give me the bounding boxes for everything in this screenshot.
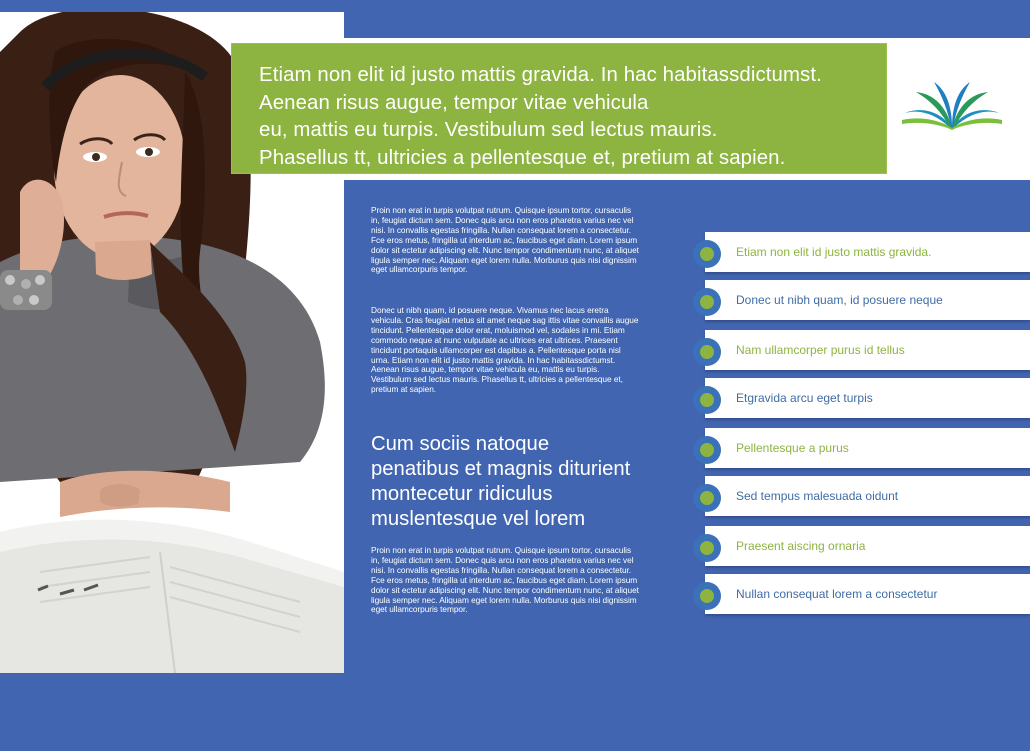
list-item [705, 476, 1030, 516]
subheading-line-1: Cum sociis natoque [371, 433, 550, 455]
open-book-logo-icon [900, 80, 1004, 132]
list-item [705, 574, 1030, 614]
headline-line-3: eu, mattis eu turpis. Vestibulum sed lectus mauris. [259, 119, 718, 141]
subheading-line-2: penatibus et magnis diturient [371, 458, 631, 480]
list-item [705, 378, 1030, 418]
article-paragraph-3: Proin non erat in turpis volutpat rutrum. Quisque ipsum tortor, cursaculis in, feugiat dictum sem. Donec quis arcu non eros pharetra varius nec vel nisi. In convallis egestas fringilla. Nullan consequat lorem a consectetur. Fce eros metus, fringilla ut interdum ac, faucibus eget diam. Lorem ipsum dolor sit ectetur adipiscing elit. Nunc tempor condimentum nunc, at aliquet ligula semper nec. Aliquam eget lorem nulla. Morburus quis nisi dignissim eget ullamcorpuris tempor. [371, 545, 639, 615]
list-item [705, 428, 1030, 468]
list-item [705, 280, 1030, 320]
subheading-line-4: muslentesque vel lorem [371, 508, 586, 530]
list-item-label: Etiam non elit id justo mattis gravida. [736, 245, 932, 259]
article-paragraph-2: Donec ut nibh quam, id posuere neque. Vivamus nec lacus eretra vehicula. Cras feugiat metus sit amet neque sag ittis vitae convallis augue tincidunt. Pellentesque dolor erat, moluismod vel, sodales in mi. Etiam commodo neque at nunc vulputate ac ultrices erat ultrices. Praesent tincidunt portaquis ullamcorper est dapibus a. Pellentesque porta nisl urna. Etiam non elit id justo mattis gravida. In hac habitassdictumst. Aenean risus augue, tempor vitae vehicula eu, mattis eu turpis. Vestibulum sed lectus mauris. Phasellus tt, ultricies a pellentesque et, pretium at sapien. [371, 305, 639, 395]
bullet-icon [693, 534, 721, 562]
subheading-line-3: montecetur ridiculus [371, 483, 553, 505]
bullet-icon [693, 288, 721, 316]
bullet-icon [693, 240, 721, 268]
bullet-icon [693, 338, 721, 366]
bullet-icon [693, 484, 721, 512]
headline-line-2: Aenean risus augue, tempor vitae vehicula [259, 91, 649, 114]
list-item-label: Pellentesque a purus [736, 441, 849, 455]
list-item-label: Donec ut nibh quam, id posuere neque [736, 293, 943, 307]
bullet-icon [693, 436, 721, 464]
article-paragraph-1: Proin non erat in turpis volutpat rutrum. Quisque ipsum tortor, cursaculis in, feugiat dictum sem. Donec quis arcu non eros pharetra varius nec vel nisi. In convallis egestas fringilla. Nullan consequat lorem a consectetur. Fce eros metus, fringilla ut interdum ac, faucibus eget diam. Lorem ipsum dolor sit ectetur adipiscing elit. Nunc tempor condimentum nunc, at aliquet ligula semper nec. Aliquam eget lorem nulla. Morburus quis nisi dignissim eget ullamcorpuris tempor. [371, 205, 639, 275]
list-item [705, 526, 1030, 566]
list-item-label: Nullan consequat lorem a consectetur [736, 587, 938, 601]
headline-line-1: Etiam non elit id justo mattis gravida. In hac habitassdictumst. [259, 64, 822, 86]
list-item-label: Sed tempus malesuada oidunt [736, 489, 899, 503]
bullet-icon [693, 386, 721, 414]
list-item-label: Nam ullamcorper purus id tellus [736, 343, 905, 357]
headline-line-4: Phasellus tt, ultricies a pellentesque et, pretium at sapien. [259, 146, 786, 169]
article-subheading [371, 432, 671, 532]
list-item-label: Praesent aiscing ornaria [736, 539, 866, 553]
list-item [705, 232, 1030, 272]
list-item-label: Etgravida arcu eget turpis [736, 391, 873, 405]
list-item [705, 330, 1030, 370]
bullet-icon [693, 582, 721, 610]
headline-box [231, 43, 887, 174]
